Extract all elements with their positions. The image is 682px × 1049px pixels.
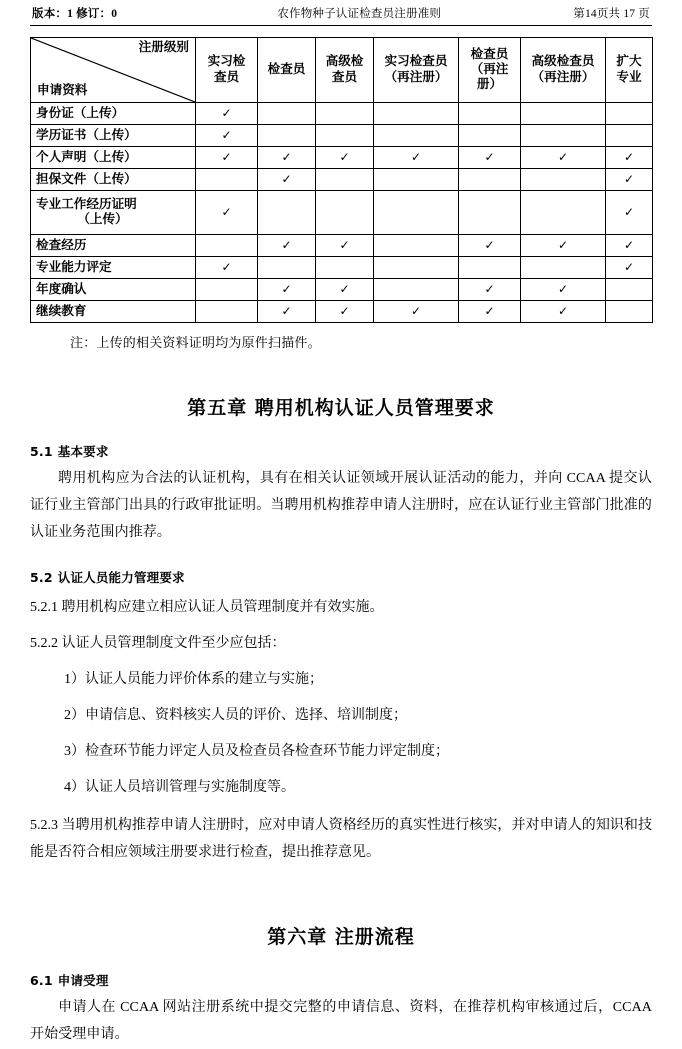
check-icon: ✓: [484, 303, 495, 318]
cell-empty: [196, 168, 258, 190]
header-page-number: 第14页共 17 页: [573, 8, 650, 20]
check-icon: ✓: [623, 149, 635, 164]
col-head-line: 查员: [213, 69, 240, 84]
section-6-1-heading: [30, 971, 652, 989]
cell-check: [459, 278, 521, 300]
check-icon: ✓: [623, 171, 635, 186]
check-icon: ✓: [623, 259, 635, 274]
list-item: 4）认证人员培训管理与实施制度等。: [64, 779, 295, 795]
column-header-senior-inspector-renewal: [521, 37, 606, 102]
cell-empty: [374, 168, 459, 190]
cell-empty: [374, 190, 459, 234]
check-icon: ✓: [281, 171, 292, 186]
cell-check: [316, 300, 374, 322]
cell-empty: [258, 124, 316, 146]
cell-check: [521, 300, 606, 322]
cell-check: [521, 146, 606, 168]
row-label-line: （上传）: [77, 212, 128, 227]
col-head-line: 实习检查员: [384, 54, 448, 69]
cell-empty: [258, 102, 316, 124]
check-icon: ✓: [410, 303, 422, 318]
cell-check: [521, 234, 606, 256]
cell-check: [316, 278, 374, 300]
table-row: [31, 168, 653, 190]
table-row: [31, 256, 653, 278]
table-header: [31, 37, 653, 102]
cell-check: [606, 146, 653, 168]
header-title: 农作物种子认证检查员注册准则: [277, 8, 442, 20]
check-icon: ✓: [484, 149, 495, 164]
section-5-2-heading: [30, 568, 652, 586]
cell-check: [606, 168, 653, 190]
column-header-senior-inspector: [316, 37, 374, 102]
check-icon: ✓: [484, 281, 495, 296]
cell-check: [196, 190, 258, 234]
cell-empty: [258, 256, 316, 278]
cell-empty: [374, 102, 459, 124]
table-row: [31, 124, 653, 146]
cell-empty: [316, 124, 374, 146]
corner-label-material: 申请资料: [37, 83, 88, 98]
row-label-inspection-experience: 检查经历: [31, 234, 196, 256]
check-icon: ✓: [557, 303, 569, 318]
section-5-1-paragraph: 聘用机构应为合法的认证机构，具有在相关认证领域开展认证活动的能力，并向 CCAA 提交认证行业主管部门出具的行政审批证明。当聘用机构推荐申请人注册时，应在认证行业主管部门批准的认证业务范围内推荐。: [30, 470, 652, 540]
check-icon: ✓: [623, 237, 635, 252]
check-icon: ✓: [281, 149, 292, 164]
section-5-2-title: 认证人员能力管理要求: [57, 570, 185, 586]
cell-check: [316, 146, 374, 168]
table-row: [31, 102, 653, 124]
row-label-annual-confirmation: 年度确认: [31, 278, 196, 300]
cell-empty: [521, 168, 606, 190]
row-label-line: 专业工作经历证明: [36, 196, 137, 211]
cell-empty: [606, 300, 653, 322]
row-label-guarantee-document: 担保文件（上传）: [31, 168, 196, 190]
col-head-line: 查员: [331, 69, 358, 84]
cell-empty: [606, 278, 653, 300]
table-row: [31, 190, 653, 234]
check-icon: ✓: [339, 281, 350, 296]
cell-empty: [316, 256, 374, 278]
cell-check: [606, 190, 653, 234]
clause-5-2-2: 5.2.2 认证人员管理制度文件至少应包括：: [30, 636, 286, 652]
section-5-1-number: 5.1: [30, 443, 53, 459]
check-icon: ✓: [281, 237, 292, 252]
cell-empty: [459, 168, 521, 190]
column-header-inspector-renewal: [459, 37, 521, 102]
cell-empty: [521, 190, 606, 234]
col-head-line: （再注册）: [531, 69, 595, 84]
cell-check: [258, 146, 316, 168]
cell-empty: [521, 102, 606, 124]
col-head-line: 高级检查员: [531, 54, 595, 69]
cell-check: [606, 256, 653, 278]
check-icon: ✓: [221, 127, 232, 142]
check-icon: ✓: [557, 281, 569, 296]
row-label-continuing-education: 继续教育: [31, 300, 196, 322]
check-icon: ✓: [339, 149, 350, 164]
cell-empty: [521, 124, 606, 146]
col-head-line: 检查员: [470, 46, 509, 61]
check-icon: ✓: [221, 204, 232, 219]
cell-empty: [374, 234, 459, 256]
row-label-competence-assessment: 专业能力评定: [31, 256, 196, 278]
check-icon: ✓: [557, 149, 569, 164]
cell-empty: [521, 256, 606, 278]
col-head-line: 册）: [476, 77, 503, 92]
table-row: [31, 146, 653, 168]
cell-check: [258, 300, 316, 322]
cell-check: [374, 146, 459, 168]
cell-empty: [459, 190, 521, 234]
table-row: [31, 278, 653, 300]
chapter-5-title: 第五章 聘用机构认证人员管理要求: [187, 396, 495, 419]
cell-check: [459, 234, 521, 256]
cell-check: [459, 146, 521, 168]
check-icon: ✓: [410, 149, 422, 164]
cell-check: [374, 300, 459, 322]
chapter-6-title: 第六章 注册流程: [267, 926, 415, 949]
section-6-1-title: 申请受理: [57, 973, 109, 989]
check-icon: ✓: [281, 303, 292, 318]
col-head-line: 检查员: [267, 62, 306, 77]
check-icon: ✓: [221, 259, 232, 274]
cell-check: [316, 234, 374, 256]
cell-check: [196, 124, 258, 146]
cell-check: [196, 256, 258, 278]
cell-check: [258, 278, 316, 300]
cell-empty: [374, 278, 459, 300]
running-header: [30, 8, 652, 26]
header-version: 版本：1 修订：0: [32, 8, 118, 20]
col-head-line: 实习检: [207, 54, 246, 69]
column-header-intern-inspector-renewal: [374, 37, 459, 102]
cell-empty: [196, 234, 258, 256]
cell-empty: [459, 124, 521, 146]
col-head-line: （再注册）: [384, 69, 448, 84]
cell-empty: [606, 124, 653, 146]
section-5-2-number: 5.2: [30, 570, 53, 586]
column-header-intern-inspector: [196, 37, 258, 102]
cell-check: [196, 102, 258, 124]
check-icon: ✓: [221, 149, 232, 164]
cell-empty: [459, 102, 521, 124]
list-item: 3）检查环节能力评定人员及检查员各检查环节能力评定制度；: [64, 743, 449, 759]
table-note: 注：上传的相关资料证明均为原件扫描件。: [70, 334, 321, 350]
check-icon: ✓: [339, 303, 350, 318]
check-icon: ✓: [623, 204, 635, 219]
cell-empty: [316, 102, 374, 124]
cell-check: [258, 168, 316, 190]
cell-check: [196, 146, 258, 168]
table-corner-cell: [31, 37, 196, 102]
cell-empty: [374, 124, 459, 146]
section-5-1-title: 基本要求: [57, 443, 109, 459]
cell-empty: [258, 190, 316, 234]
cell-check: [521, 278, 606, 300]
clause-5-2-3: 5.2.3 当聘用机构推荐申请人注册时，应对申请人资格经历的真实性进行核实，并对申请人的知识和技能是否符合相应领域注册要求进行检查，提出推荐意见。: [30, 817, 652, 860]
check-icon: ✓: [339, 237, 350, 252]
check-icon: ✓: [557, 237, 569, 252]
cell-check: [459, 300, 521, 322]
check-icon: ✓: [221, 105, 232, 120]
registration-requirements-table: [30, 37, 653, 323]
col-head-line: （再注: [470, 62, 509, 77]
table-body: [31, 102, 653, 322]
cell-empty: [316, 190, 374, 234]
cell-empty: [316, 168, 374, 190]
cell-empty: [374, 256, 459, 278]
row-label-personal-statement: 个人声明（上传）: [31, 146, 196, 168]
col-head-line: 专业: [616, 69, 642, 84]
cell-check: [606, 234, 653, 256]
cell-check: [258, 234, 316, 256]
section-5-1-heading: [30, 442, 652, 460]
column-header-inspector: [258, 37, 316, 102]
cell-empty: [606, 102, 653, 124]
cell-empty: [459, 256, 521, 278]
col-head-line: 扩大: [616, 54, 642, 69]
table-header-row: [31, 37, 653, 102]
check-icon: ✓: [484, 237, 495, 252]
row-label-work-experience-certificate: [31, 190, 196, 234]
section-6-1-paragraph: 申请人在 CCAA 网站注册系统中提交完整的申请信息、资料，在推荐机构审核通过后，CCAA 开始受理申请。: [30, 1000, 652, 1043]
row-label-education-certificate: 学历证书（上传）: [31, 124, 196, 146]
table-row: [31, 234, 653, 256]
section-6-1-number: 6.1: [30, 973, 53, 989]
list-item: 2）申请信息、资料核实人员的评价、选择、培训制度；: [64, 708, 407, 724]
list-item: 1）认证人员能力评价体系的建立与实施；: [64, 672, 323, 688]
check-icon: ✓: [281, 281, 292, 296]
table-row: [31, 300, 653, 322]
cell-empty: [196, 300, 258, 322]
column-header-expand-specialty: [606, 37, 653, 102]
clause-5-2-1: 5.2.1 聘用机构应建立相应认证人员管理制度并有效实施。: [30, 600, 384, 616]
corner-label-level: 注册级别: [138, 39, 189, 54]
row-label-id-card: 身份证（上传）: [31, 102, 196, 124]
cell-empty: [196, 278, 258, 300]
col-head-line: 高级检: [325, 54, 364, 69]
